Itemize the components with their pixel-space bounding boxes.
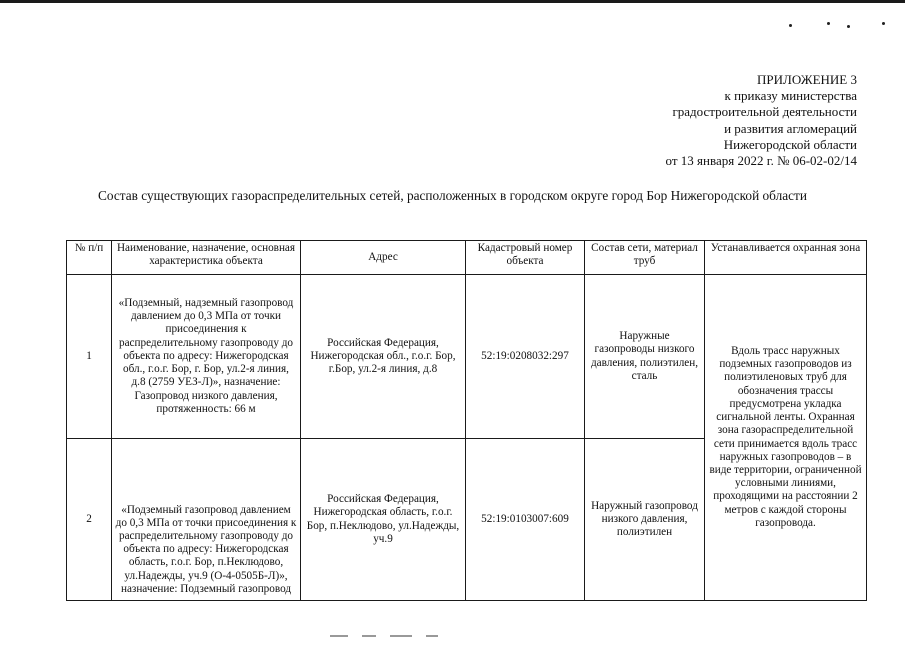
appendix-line: от 13 января 2022 г. № 06-02-02/14 — [665, 153, 857, 169]
scan-speck — [882, 22, 885, 25]
scan-mark — [390, 635, 412, 637]
object-description: «Подземный газопровод давлением до 0,3 МПа от точки присоединения к распределительному газопроводу до объекта по адресу: Нижегородская область, г.о.г. Бор, п.Неклюдово, ул.Надежды, уч.9 (О-4-0505Б-Л)», назначение: Подземный газопровод — [112, 439, 301, 601]
header-number: № п/п — [67, 241, 112, 275]
row-number: 2 — [67, 439, 112, 601]
scan-specks — [785, 20, 895, 30]
scan-speck — [847, 25, 850, 28]
network-composition: Наружный газопровод низкого давления, полиэтилен — [585, 439, 705, 601]
appendix-line: градостроительной деятельности — [672, 104, 857, 120]
header-network: Состав сети, материал труб — [585, 241, 705, 275]
appendix-line: и развития агломераций — [724, 120, 857, 136]
appendix-line: Нижегородской области — [723, 136, 857, 152]
object-address: Российская Федерация, Нижегородская обл., г.о.г. Бор, г.Бор, ул.2-я линия, д.8 — [301, 275, 466, 439]
table-header-row — [67, 241, 867, 275]
scan-mark — [330, 635, 348, 637]
table-row — [67, 275, 867, 439]
gas-network-table — [66, 240, 867, 601]
object-address: Российская Федерация, Нижегородская область, г.о.г. Бор, п.Неклюдово, ул.Надежды, уч.9 — [301, 439, 466, 601]
appendix-line: ПРИЛОЖЕНИЕ 3 — [757, 72, 857, 87]
scan-mark — [362, 635, 376, 637]
network-composition: Наружные газопроводы низкого давления, полиэтилен, сталь — [585, 275, 705, 439]
appendix-line: к приказу министерства — [724, 88, 857, 104]
header-object: Наименование, назначение, основная характеристика объекта — [112, 241, 301, 275]
scan-top-edge — [0, 0, 905, 3]
scan-speck — [827, 22, 830, 25]
header-address: Адрес — [301, 241, 466, 275]
scan-bottom-marks — [330, 635, 490, 640]
appendix-header — [666, 72, 857, 169]
header-zone: Устанавливается охранная зона — [705, 241, 867, 275]
protection-zone-text: Вдоль трасс наружных подземных газопроводов из полиэтиленовых труб для обозначения трассы предусмотрена укладка сигнальной ленты. Охранная зона газораспределительной сети принимается вдоль трасс наружных газопроводов – в виде территории, ограниченной условными линиями, проходящими на расстоянии 2 метров с каждой стороны газопровода. — [705, 275, 867, 601]
scan-speck — [789, 24, 792, 27]
object-description: «Подземный, надземный газопровод давлением до 0,3 МПа от точки присоединения к распределительному газопроводу до объекта по адресу: Нижегородская обл., г.о.г. Бор, г. Бор, ул.2-я линия, д.8 (2759 УЕЗ-Л)», назначение: Газопровод низкого давления, протяженность: 66 м — [112, 275, 301, 439]
document-title: Состав существующих газораспределительных сетей, расположенных в городском округе город Бор Нижегородской области — [98, 188, 807, 203]
cadastral-number: 52:19:0208032:297 — [466, 275, 585, 439]
row-number: 1 — [67, 275, 112, 439]
header-cadastral: Кадастровый номер объекта — [466, 241, 585, 275]
scan-mark — [426, 635, 438, 637]
cadastral-number: 52:19:0103007:609 — [466, 439, 585, 601]
